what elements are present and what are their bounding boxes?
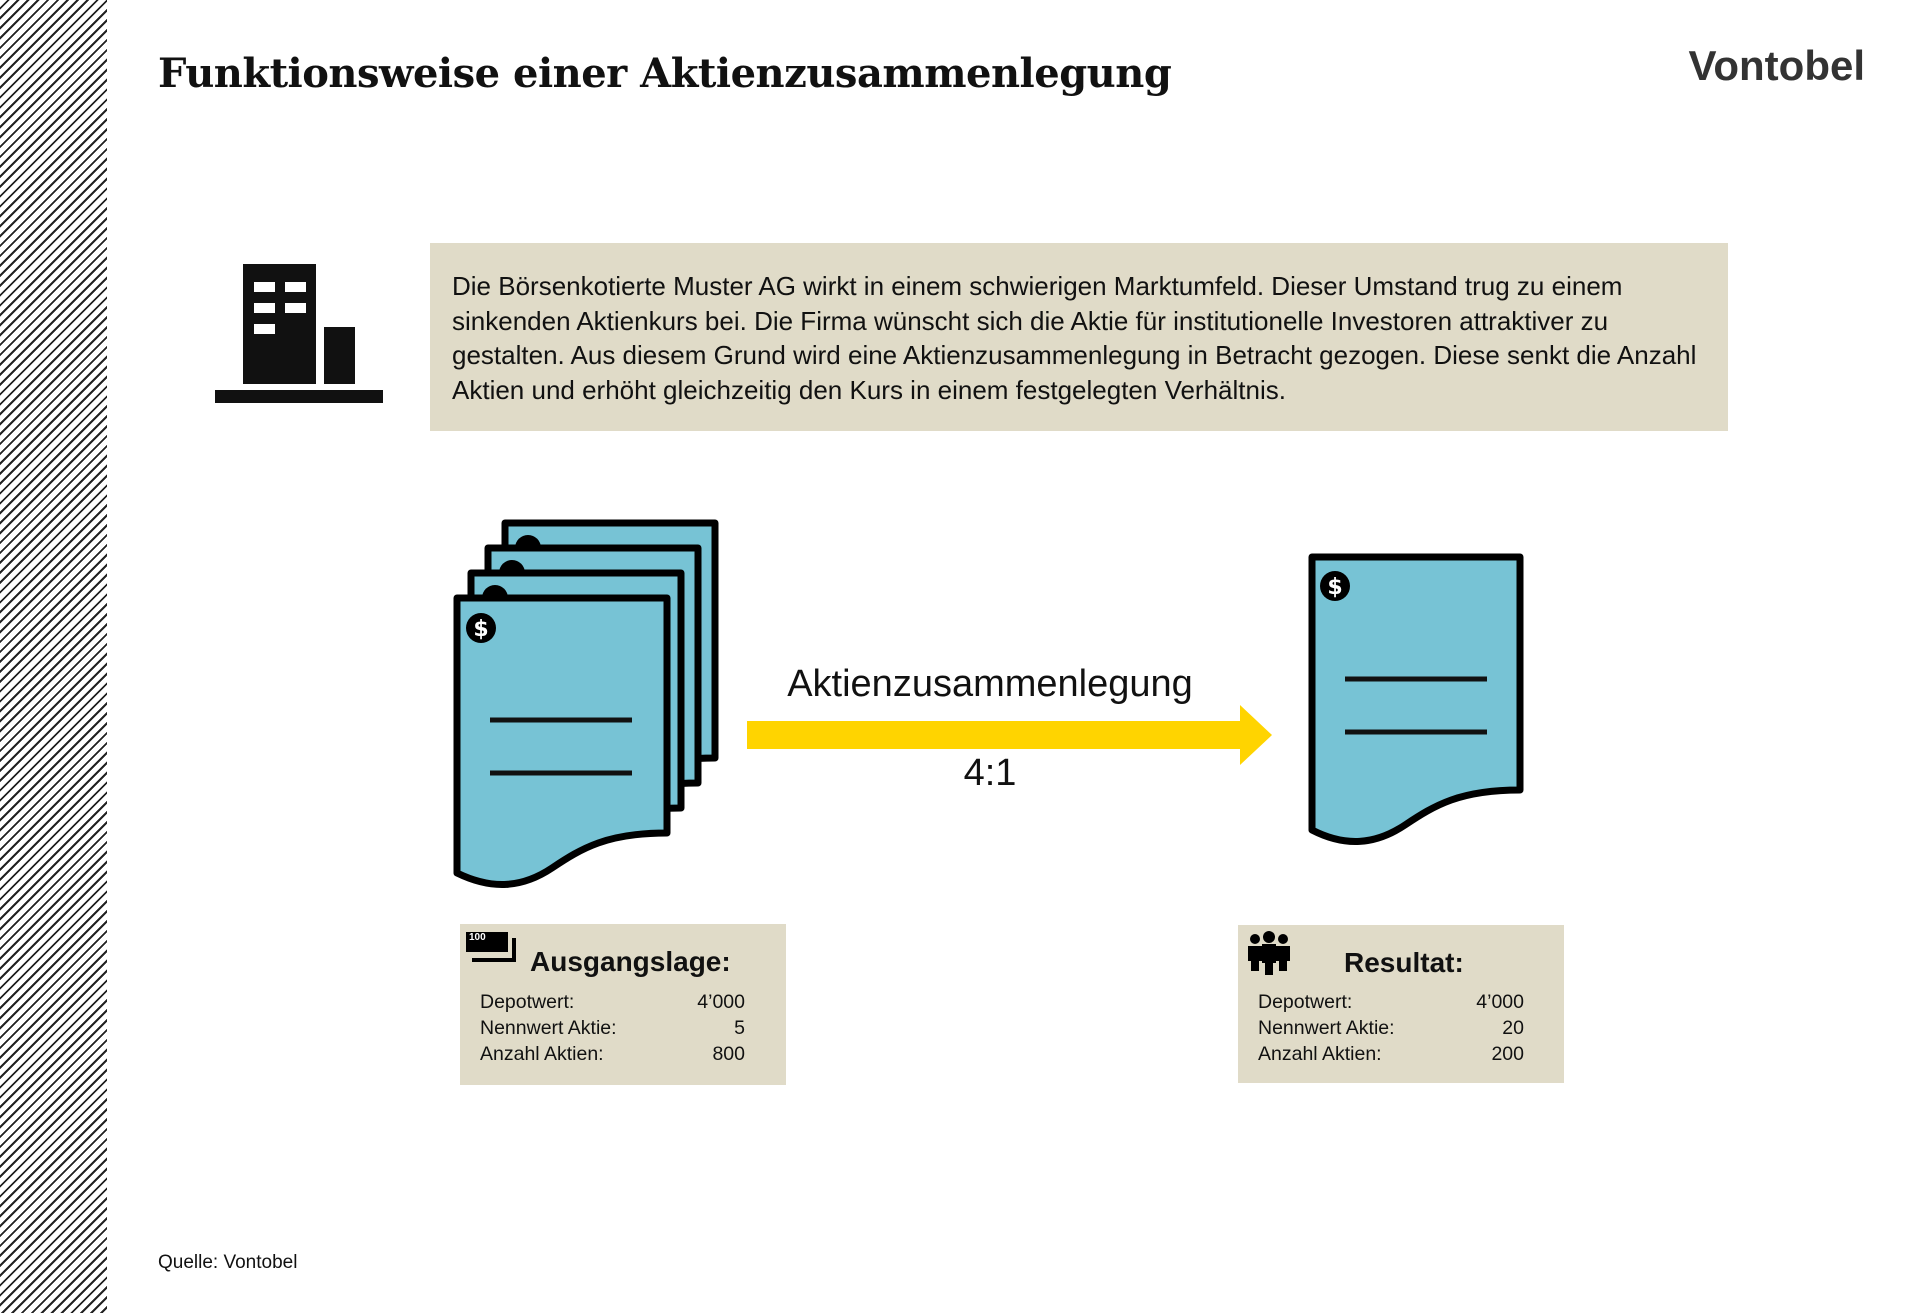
row-depotwert: Depotwert: 4’000	[1258, 991, 1524, 1013]
single-share-document	[1312, 557, 1520, 841]
row-depotwert: Depotwert: 4’000	[480, 991, 745, 1013]
row-nennwert: Nennwert Aktie: 20	[1258, 1017, 1524, 1039]
result-heading: Resultat:	[1344, 947, 1464, 978]
result-box	[1238, 925, 1564, 1083]
intro-text: Die Börsenkotierte Muster AG wirkt in einem schwierigen Marktumfeld. Dieser Umstand trug zu einem sinkenden Aktienkurs bei. Die Firma wünscht sich die Aktie für institutionelle Investoren attraktiver zu gestalten. Aus diesem Grund wird eine Aktienzusammenlegung in Betracht gezogen. Diese senkt die Anzahl Aktien und erhöht gleichzeitig den Kurs in einem festgelegten Verhältnis.	[430, 243, 1728, 431]
svg-text:$: $	[473, 617, 489, 642]
stacked-share-documents	[457, 523, 715, 884]
people-icon	[1247, 931, 1291, 975]
page-title: Funktionsweise einer Aktienzusammenlegung	[158, 50, 1172, 97]
ratio-label: 4:1	[963, 752, 1017, 794]
row-anzahl: Anzahl Aktien: 800	[480, 1043, 745, 1065]
svg-text:$: $	[1327, 575, 1343, 600]
initial-heading: Ausgangslage:	[530, 946, 731, 977]
vontobel-logo: Vontobel	[1688, 42, 1865, 89]
row-anzahl: Anzahl Aktien: 200	[1258, 1043, 1524, 1065]
row-nennwert: Nennwert Aktie: 5	[480, 1017, 745, 1039]
building-icon	[215, 264, 383, 403]
initial-state-box: 100 Ausgangslage: Depotwert: 4’000 Nennwert Aktie: 5 Anzahl Aktien: 800	[460, 924, 786, 1085]
source-note: Quelle: Vontobel	[158, 1252, 298, 1273]
arrow-label: Aktienzusammenlegung	[787, 663, 1193, 705]
